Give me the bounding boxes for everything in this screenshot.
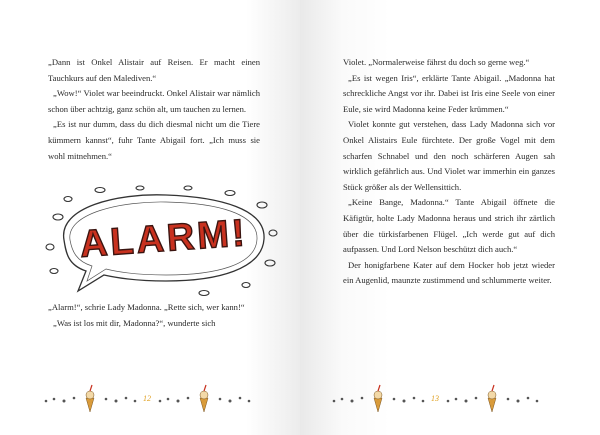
paragraph: „Wow!“ Violet war beeindruckt. Onkel Alistair war nämlich schon über achtzig, ganz schön alt, um tauchen zu lernen. [48,88,260,114]
paragraph: „Dann ist Onkel Alistair auf Reisen. Er macht einen Tauchkurs auf den Malediven.“ [48,57,260,83]
page-number: 12 [143,393,151,403]
alarm-speech-bubble [38,185,278,297]
right-page [300,0,600,435]
paragraph: „Es ist nur dumm, dass du dich diesmal nicht um die Tiere kümmern kannst“, fuhr Tante Abigail fort. „Ich muss sie wohl mitnehmen.“ [48,119,260,161]
left-text-top [48,55,260,164]
ornament-dots-icon [154,383,254,413]
right-text [343,55,555,289]
paragraph: Violet. „Normalerweise fährst du doch so gerne weg.“ [343,57,530,67]
ornament-dots-icon [328,383,428,413]
paragraph: „Keine Bange, Madonna.“ Tante Abigail öffnete die Käfigtür, holte Lady Madonna heraus und strich ihr zärtlich über die türkisfarbenen Flügel. „Ich werde gut auf dich aufpassen. Und Lord Nelson beschützt dich auch.“ [343,197,555,255]
page-number: 13 [431,393,439,403]
left-footer [40,378,254,418]
left-text-bottom [48,300,260,331]
alarm-word: ALARM! [78,212,249,266]
ornament-dots-icon [40,383,140,413]
paragraph: Violet konnte gut verstehen, dass Lady Madonna sich vor Onkel Alistairs Eule fürchtete. Der große Vogel mit dem scharfen Schnabel und den noch schärferen Augen sah wirklich gefährlich aus. Und Violet war immerhin ein ganzes Stück größer als der Wellensittich. [343,119,555,192]
paragraph: Der honigfarbene Kater auf dem Hocker hob jetzt wieder ein Augenlid, maunzte zustimmend und schlummerte weiter. [343,259,555,286]
paragraph: „Was ist los mit dir, Madonna?“, wunderte sich [53,317,216,328]
right-footer [328,378,542,418]
ornament-dots-icon [442,383,542,413]
paragraph: „Es ist wegen Iris“, erklärte Tante Abigail. „Madonna hat schreckliche Angst vor ihr. Dabei ist Iris eine Seele von einer Eule, sie wird Madonna keine Feder krümmen.“ [343,72,555,114]
paragraph: „Alarm!“, schrie Lady Madonna. „Rette sich, wer kann!“ [48,302,245,312]
